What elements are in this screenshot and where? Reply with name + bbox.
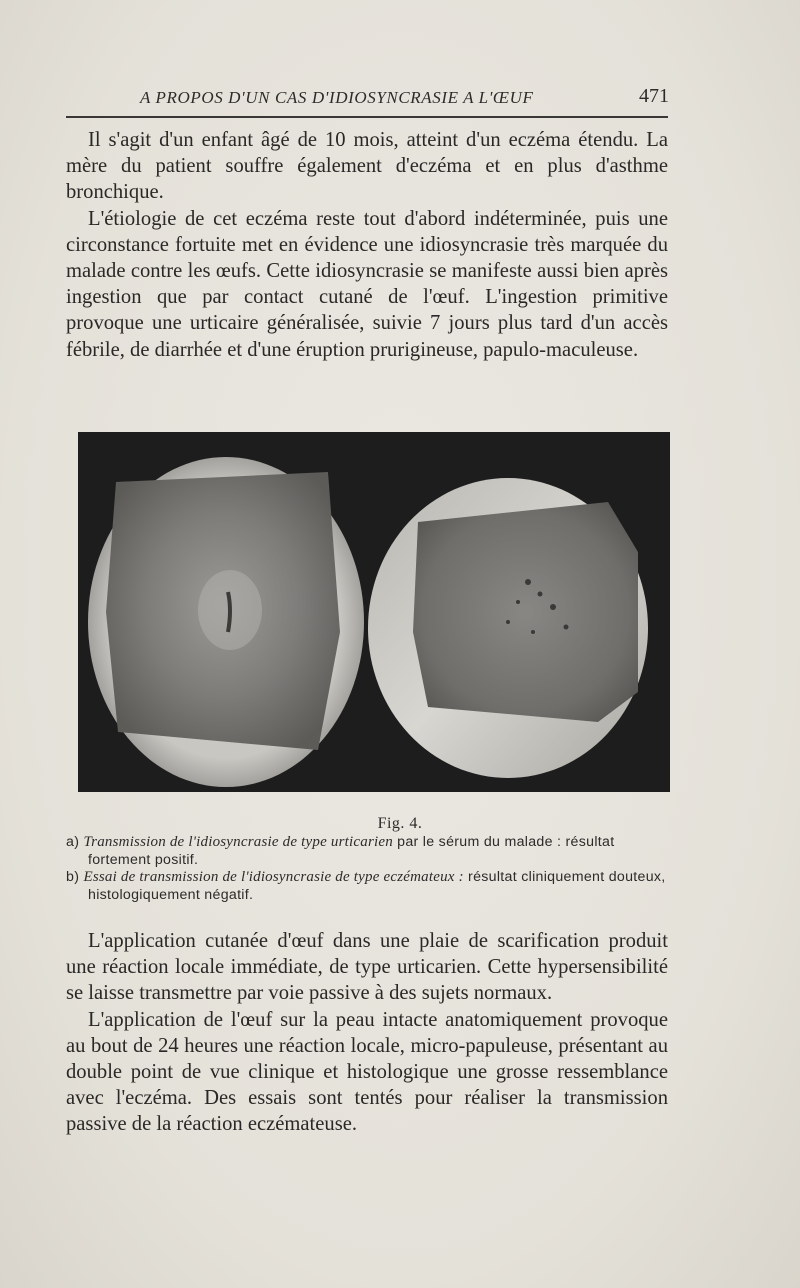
paragraph: L'application cutanée d'œuf dans une plaie de scarification produit une réaction locale immédiate, de type urticarien. Cette hypersensibilité se laisse transmettre par voie passive à des sujets normaux.: [66, 930, 668, 1005]
caption-a: [66, 834, 668, 869]
body-text-top: [66, 127, 668, 363]
caption-a-italic: Transmission de l'idiosyncrasie de type urticarien: [83, 834, 393, 850]
header-rule: [66, 116, 668, 118]
right-patch: [413, 502, 638, 722]
paragraph: L'application de l'œuf sur la peau intacte anatomiquement provoque au bout de 24 heures une réaction locale, micro-papuleuse, présentant au double point de vue clinique et histologique une grosse ressemblance avec l'eczéma. Des essais sont tentés pour réaliser la transmission passive de la réaction eczémateuse.: [66, 1008, 668, 1136]
caption-b-rest: résultat cliniquement douteux, histologiquement négatif.: [88, 869, 666, 903]
skin-patch-photo: [78, 432, 670, 792]
body-text-bottom: [66, 928, 668, 1138]
page-number: 471: [639, 85, 669, 107]
caption-b-italic: Essai de transmission de l'idiosyncrasie de type eczémateux :: [83, 869, 464, 886]
figure-photograph: [78, 432, 670, 792]
caption-b-marker: b): [66, 869, 80, 886]
figure-caption: [66, 834, 668, 904]
paragraph: L'étiologie de cet eczéma reste tout d'abord indéterminée, puis une circonstance fortuite met en évidence une idiosyncrasie très marquée du malade contre les œufs. Cette idiosyncrasie se manifeste aussi bien après ingestion que par contact cutané de l'œuf. L'ingestion primitive provoque une urticaire généralisée, suivie 7 jours plus tard d'un accès fébrile, de diarrhée et d'une éruption prurigineuse, papulo-maculeuse.: [66, 207, 668, 361]
caption-b: [66, 869, 668, 904]
paragraph: Il s'agit d'un enfant âgé de 10 mois, atteint d'un eczéma étendu. La mère du patient souffre également d'eczéma et en plus d'asthme bronchique.: [66, 129, 668, 204]
figure-title: Fig. 4.: [377, 815, 423, 832]
running-title: A PROPOS D'UN CAS D'IDIOSYNCRASIE A L'ŒUF: [140, 88, 534, 107]
caption-a-marker: a): [66, 834, 80, 850]
caption-a-rest: par le sérum du malade : résultat fortement positif.: [88, 834, 615, 868]
